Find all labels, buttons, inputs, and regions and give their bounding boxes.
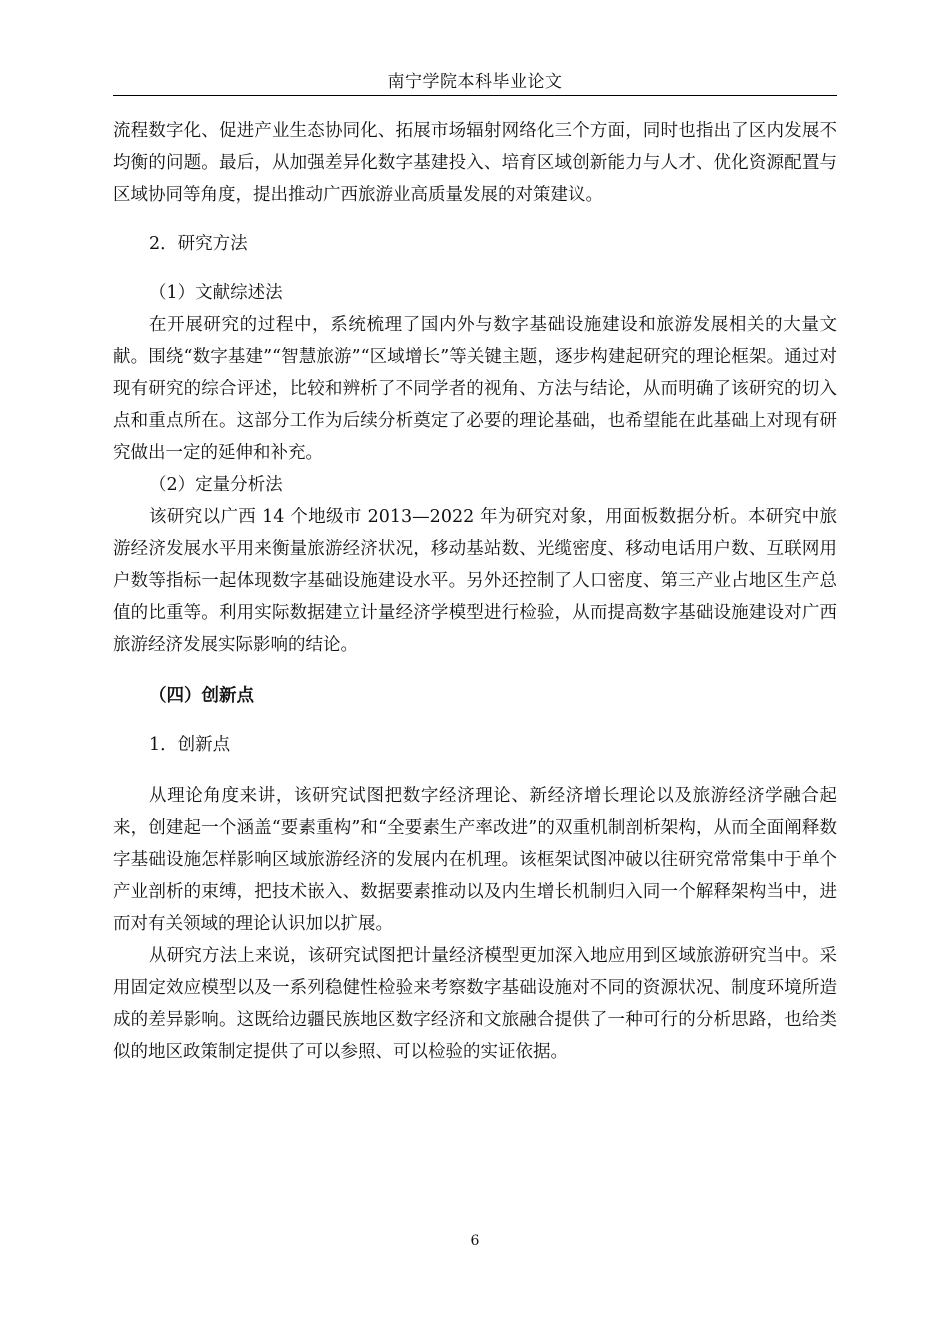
spacer	[113, 761, 837, 780]
running-header: 南宁学院本科毕业论文	[387, 72, 563, 92]
body-text	[113, 115, 837, 1068]
subheading-innovation: 1．创新点	[149, 735, 231, 755]
literature-review-paragraph: 在开展研究的过程中，系统梳理了国内外与数字基础设施建设和旅游发展相关的大量文献。围绕“数字基建”“智慧旅游”“区域增长”等关键主题，逐步构建起研究的理论框架。通过对现有研究的综合评述，比较和辨析了不同学者的视角、方法与结论，从而明确了该研究的切入点和重点所在。这部分工作为后续分析奠定了必要的理论基础，也希望能在此基础上对现有研究做出一定的延伸和补充。	[113, 315, 837, 463]
subheading-literature-review: （1）文献综述法	[149, 283, 283, 303]
spacer	[113, 712, 837, 729]
innovation-method-paragraph: 从研究方法上来说，该研究试图把计量经济模型更加深入地应用到区域旅游研究当中。采用固定效应模型以及一系列稳健性检验来考察数字基础设施对不同的资源状况、制度环境所造成的差异影响。这既给边疆民族地区数字经济和文旅融合提供了一种可行的分析思路，也给类似的地区政策制定提供了可以参照、可以检验的实证依据。	[113, 946, 837, 1062]
header-rule	[113, 95, 837, 96]
quantitative-analysis-paragraph: 该研究以广西 14 个地级市 2013—2022 年为研究对象，用面板数据分析。本研究中旅游经济发展水平用来衡量旅游经济状况，移动基站数、光缆密度、移动电话用户数、互联网用户数等指标一起体现数字基础设施建设水平。另外还控制了人口密度、第三产业占地区生产总值的比重等。利用实际数据建立计量经济学模型进行检验，从而提高数字基础设施建设对广西旅游经济发展实际影响的结论。	[113, 507, 837, 655]
spacer	[113, 211, 837, 228]
section-heading-methods: 2．研究方法	[149, 234, 248, 254]
spacer	[113, 260, 837, 277]
section-heading-innovation: （四）创新点	[149, 686, 254, 706]
intro-paragraph: 流程数字化、促进产业生态协同化、拓展市场辐射网络化三个方面，同时也指出了区内发展不均衡的问题。最后，从加强差异化数字基建投入、培育区域创新能力与人才、优化资源配置与区域协同等角度，提出推动广西旅游业高质量发展的对策建议。	[113, 121, 837, 205]
spacer	[113, 661, 837, 680]
subheading-quantitative-analysis: （2）定量分析法	[149, 475, 283, 495]
page-number: 6	[470, 1233, 480, 1249]
innovation-theory-paragraph: 从理论角度来讲，该研究试图把数字经济理论、新经济增长理论以及旅游经济学融合起来，创建起一个涵盖“要素重构”和“全要素生产率改进”的双重机制剖析架构，从而全面阐释数字基础设施怎样影响区域旅游经济的发展内在机理。该框架试图冲破以往研究常常集中于单个产业剖析的束缚，把技术嵌入、数据要素推动以及内生增长机制归入同一个解释架构当中，进而对有关领域的理论认识加以扩展。	[113, 786, 837, 934]
